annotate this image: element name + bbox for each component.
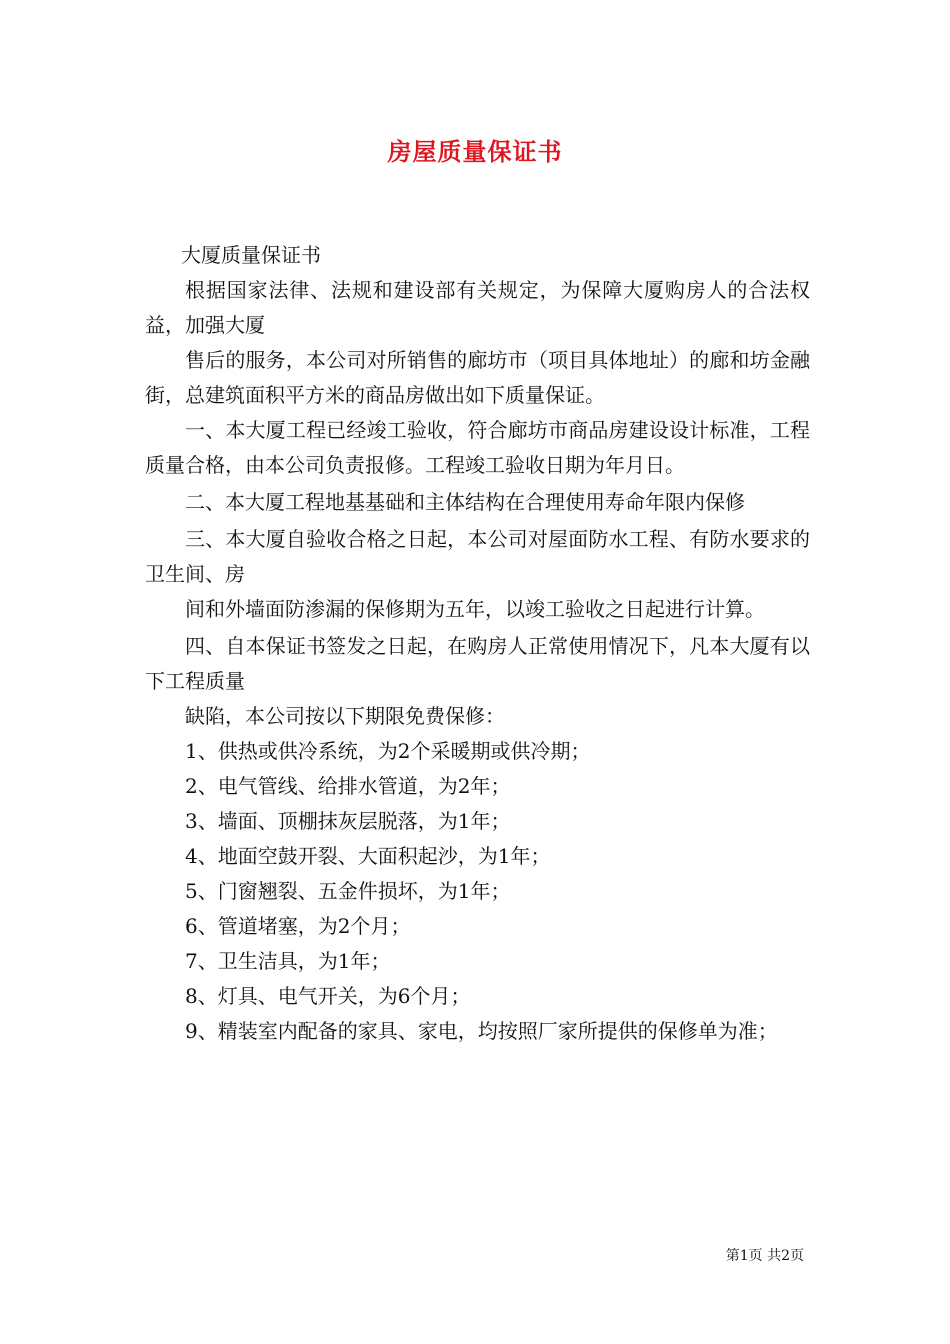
paragraph: 三、本大厦自验收合格之日起，本公司对屋面防水工程、有防水要求的卫生间、房 [145,527,810,586]
list-item: 2、电气管线、给排水管道，为2年； [185,774,511,798]
list-item: 7、卫生洁具，为1年； [185,949,391,973]
paragraph-subtitle: 大厦质量保证书 [181,243,321,267]
list-item: 1、供热或供冷系统，为2个采暖期或供冷期； [185,739,591,763]
document-title: 房屋质量保证书 [387,137,563,166]
paragraph: 缺陷，本公司按以下期限免费保修： [185,704,505,728]
list-item: 8、灯具、电气开关，为6个月； [185,984,471,1008]
list-item: 9、精装室内配备的家具、家电，均按照厂家所提供的保修单为准； [185,1019,778,1043]
list-item: 3、墙面、顶棚抹灰层脱落，为1年； [185,809,511,833]
document-body [145,238,810,1049]
paragraph: 一、本大厦工程已经竣工验收，符合廊坊市商品房建设设计标准，工程质量合格，由本公司负责报修。工程竣工验收日期为年月日。 [145,418,810,477]
list-item: 5、门窗翘裂、五金件损坏，为1年； [185,879,511,903]
paragraph: 间和外墙面防渗漏的保修期为五年，以竣工验收之日起进行计算。 [185,597,765,621]
paragraph: 售后的服务，本公司对所销售的廊坊市（项目具体地址）的廊和坊金融街，总建筑面积平方米的商品房做出如下质量保证。 [145,348,810,407]
list-item: 4、地面空鼓开裂、大面积起沙，为1年； [185,844,551,868]
page-number: 第1页 共2页 [725,1248,804,1264]
list-item: 6、管道堵塞，为2个月； [185,914,411,938]
paragraph: 四、自本保证书签发之日起，在购房人正常使用情况下，凡本大厦有以下工程质量 [145,634,810,693]
paragraph: 二、本大厦工程地基基础和主体结构在合理使用寿命年限内保修 [185,490,745,514]
paragraph: 根据国家法律、法规和建设部有关规定，为保障大厦购房人的合法权益，加强大厦 [145,278,810,337]
